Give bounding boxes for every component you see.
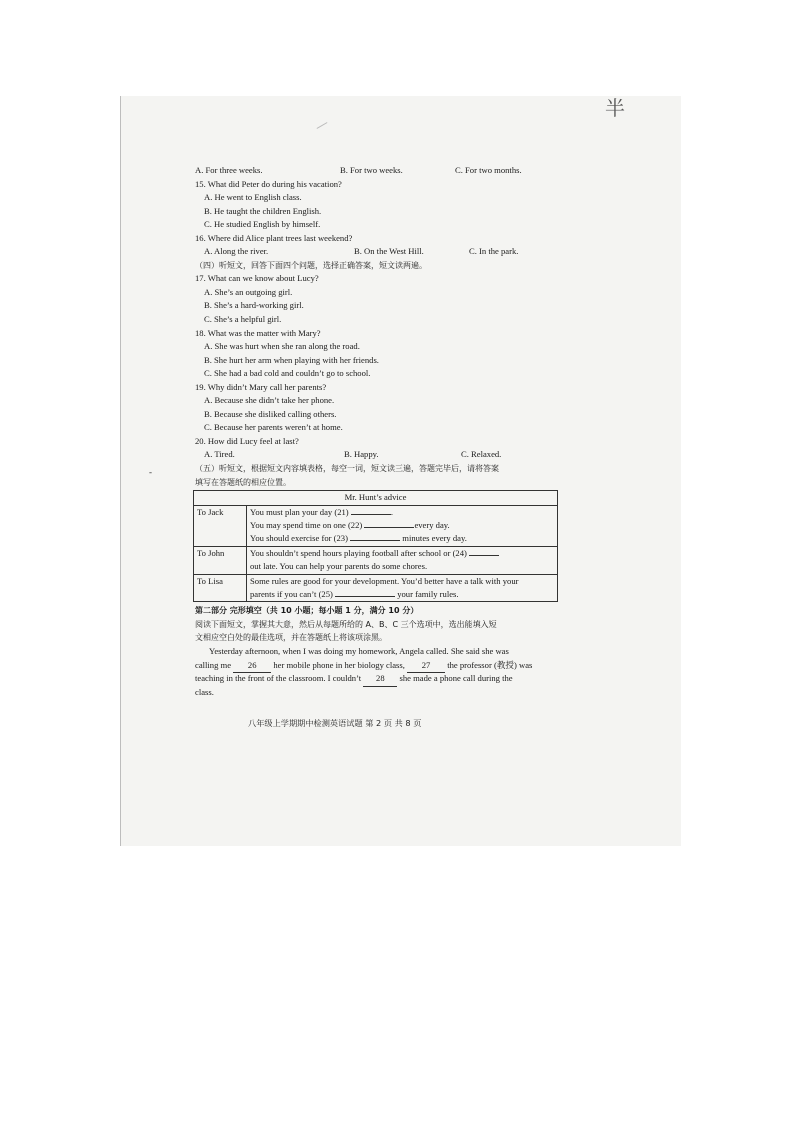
advice-text bbox=[247, 574, 558, 602]
advice-row-john bbox=[194, 546, 558, 574]
exam-content bbox=[195, 164, 560, 699]
advice-line: You may spend time on one (22) every day. bbox=[250, 519, 450, 530]
advice-text bbox=[247, 505, 558, 546]
advice-table-title: Mr. Hunt’s advice bbox=[194, 491, 558, 505]
q14-option-b: B. For two weeks. bbox=[340, 165, 403, 175]
q19-option-b: B. Because she disliked calling others. bbox=[204, 408, 337, 419]
q20-options bbox=[195, 448, 560, 462]
cloze-blank-28[interactable]: 28 bbox=[363, 672, 397, 687]
q19-question: 19. Why didn’t Mary call her parents? bbox=[195, 381, 327, 392]
q16-question: 16. Where did Alice plant trees last weekend? bbox=[195, 232, 353, 243]
q18-option-c: C. She had a bad cold and couldn’t go to school. bbox=[204, 368, 371, 379]
q15-option-b: B. He taught the children English. bbox=[204, 205, 322, 216]
q20-question: 20. How did Lucy feel at last? bbox=[195, 435, 299, 446]
advice-line: You shouldn’t spend hours playing football after school or (24) bbox=[250, 547, 554, 560]
advice-recipient: To Jack bbox=[194, 505, 247, 546]
q17-option-c: C. She’s a helpful girl. bbox=[204, 314, 282, 325]
advice-table bbox=[193, 490, 558, 602]
q15-question: 15. What did Peter do during his vacation? bbox=[195, 178, 342, 189]
advice-recipient: To Lisa bbox=[194, 574, 247, 602]
q16-options bbox=[195, 245, 560, 259]
advice-row-jack bbox=[194, 505, 558, 546]
q17-option-b: B. She’s a hard-working girl. bbox=[204, 300, 304, 311]
cloze-passage-line4: class. bbox=[195, 686, 214, 697]
cloze-passage-line1: Yesterday afternoon, when I was doing my homework, Angela called. She said she was bbox=[209, 646, 509, 657]
section4-heading: （四）听短文，回答下面四个问题，选择正确答案，短文读两遍。 bbox=[195, 260, 427, 270]
answer-blank-24[interactable] bbox=[469, 555, 499, 556]
advice-line: You must plan your day (21) . bbox=[250, 506, 393, 517]
advice-line: out late. You can help your parents do some chores. bbox=[250, 561, 428, 572]
corner-mark: 半 bbox=[605, 96, 625, 120]
q17-question: 17. What can we know about Lucy? bbox=[195, 273, 319, 284]
advice-recipient: To John bbox=[194, 546, 247, 574]
q14-option-c: C. For two months. bbox=[455, 165, 522, 175]
advice-line: Some rules are good for your development. You’d better have a talk with your bbox=[250, 575, 519, 586]
q15-option-c: C. He studied English by himself. bbox=[204, 219, 321, 230]
cloze-passage-line3: teaching in the front of the classroom. I couldn’t 28 she made a phone call during the bbox=[195, 672, 560, 686]
advice-line: You should exercise for (23) minutes every day. bbox=[250, 533, 467, 544]
q17-option-a: A. She’s an outgoing girl. bbox=[204, 286, 293, 297]
q18-option-a: A. She was hurt when she ran along the road. bbox=[204, 341, 360, 352]
q20-option-b: B. Happy. bbox=[344, 449, 379, 460]
answer-blank-21[interactable] bbox=[351, 514, 391, 515]
q19-option-c: C. Because her parents weren’t at home. bbox=[204, 422, 343, 433]
q15-option-a: A. He went to English class. bbox=[204, 192, 302, 203]
q16-option-c: C. In the park. bbox=[469, 246, 519, 257]
cloze-instructions-line1: 阅读下面短文，掌握其大意，然后从每题所给的 A、B、C 三个选项中，选出能填入短 bbox=[195, 619, 497, 629]
q18-option-b: B. She hurt her arm when playing with her friends. bbox=[204, 354, 379, 365]
advice-table-header bbox=[194, 491, 558, 505]
answer-blank-25[interactable] bbox=[335, 596, 395, 597]
page-footer: 八年级上学期期中检测英语试题 第 2 页 共 8 页 bbox=[248, 718, 422, 728]
margin-tick-icon: ‐ bbox=[149, 467, 152, 477]
q20-option-c: C. Relaxed. bbox=[461, 449, 502, 460]
cloze-passage-line2: calling me 26 her mobile phone in her biology class, 27 the professor (教授) was bbox=[195, 659, 560, 673]
q16-option-b: B. On the West Hill. bbox=[354, 246, 424, 257]
advice-line: parents if you can’t (25) your family rules. bbox=[250, 588, 459, 599]
q14-options bbox=[195, 164, 560, 178]
q14-option-a: A. For three weeks. bbox=[195, 165, 263, 175]
answer-blank-23[interactable] bbox=[350, 540, 400, 541]
section5-heading-line1: （五）听短文，根据短文内容填表格，每空一词，短文读三遍，答题完毕后，请将答案 bbox=[195, 464, 499, 474]
cloze-instructions-line2: 文相应空白处的最佳选项，并在答题纸上将该项涂黑。 bbox=[195, 633, 387, 643]
section5-heading-line2: 填写在答题纸的相应位置。 bbox=[195, 477, 291, 487]
cloze-heading: 第二部分 完形填空（共 10 小题；每小题 1 分，满分 10 分） bbox=[195, 606, 419, 616]
q18-question: 18. What was the matter with Mary? bbox=[195, 327, 321, 338]
cloze-blank-27[interactable]: 27 bbox=[407, 659, 445, 674]
answer-blank-22[interactable] bbox=[364, 527, 414, 528]
q20-option-a: A. Tired. bbox=[204, 449, 235, 460]
q19-option-a: A. Because she didn’t take her phone. bbox=[204, 395, 335, 406]
advice-row-lisa bbox=[194, 574, 558, 602]
advice-text bbox=[247, 546, 558, 574]
cloze-blank-26[interactable]: 26 bbox=[233, 659, 271, 674]
q16-option-a: A. Along the river. bbox=[204, 246, 269, 257]
